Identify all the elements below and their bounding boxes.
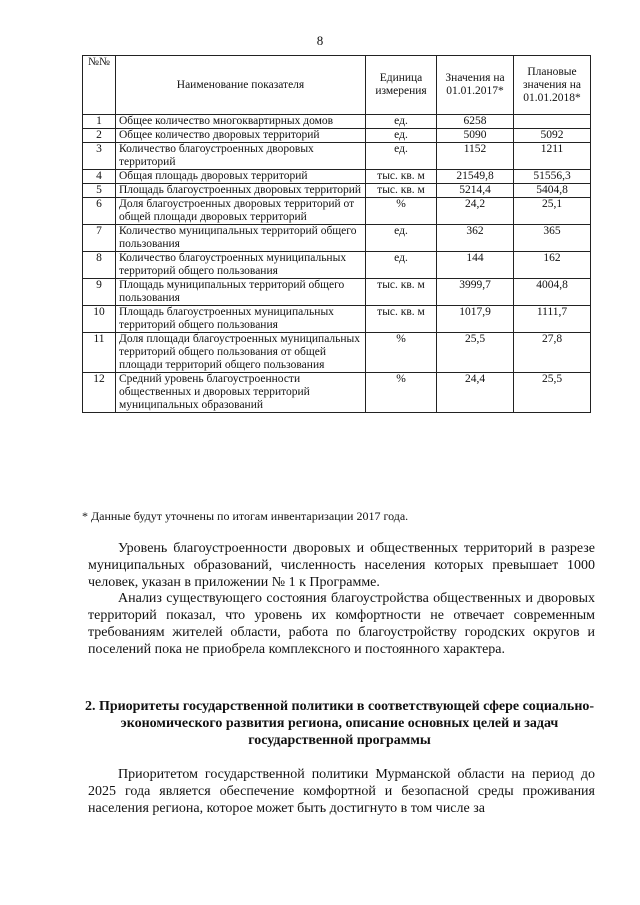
cell-num: 9 xyxy=(83,279,116,306)
cell-value-2018: 162 xyxy=(514,252,591,279)
table-row xyxy=(83,225,591,252)
cell-unit: тыс. кв. м xyxy=(366,279,437,306)
paragraph-priorities: Приоритетом государственной политики Мурманской области на период до 2025 года является обеспечение комфортной и безопасной среды проживания населения региона, которое может быть достигнуто в том числе за xyxy=(88,767,595,816)
table-row xyxy=(83,115,591,129)
cell-unit: ед. xyxy=(366,129,437,143)
cell-num: 3 xyxy=(83,143,116,170)
cell-name: Доля площади благоустроенных муниципальных территорий общего пользования от общей площади территорий общего пользования xyxy=(116,333,366,373)
table-row xyxy=(83,143,591,170)
cell-value-2017: 5214,4 xyxy=(437,184,514,198)
cell-name: Площадь благоустроенных муниципальных территорий общего пользования xyxy=(116,306,366,333)
table-row xyxy=(83,333,591,373)
cell-name: Общая площадь дворовых территорий xyxy=(116,170,366,184)
cell-name: Доля благоустроенных дворовых территорий от общей площади дворовых территорий xyxy=(116,198,366,225)
page-number: 8 xyxy=(316,33,324,48)
cell-name: Площадь муниципальных территорий общего пользования xyxy=(116,279,366,306)
table-header-row xyxy=(83,56,591,115)
cell-name: Количество благоустроенных муниципальных территорий общего пользования xyxy=(116,252,366,279)
cell-value-2018: 5404,8 xyxy=(514,184,591,198)
cell-num: 7 xyxy=(83,225,116,252)
table-row xyxy=(83,198,591,225)
cell-value-2017: 25,5 xyxy=(437,333,514,373)
table-body xyxy=(83,115,591,413)
cell-unit: ед. xyxy=(366,225,437,252)
cell-value-2017: 6258 xyxy=(437,115,514,129)
header-value-2017: Значения на 01.01.2017* xyxy=(437,56,514,115)
cell-unit: тыс. кв. м xyxy=(366,170,437,184)
cell-value-2018: 5092 xyxy=(514,129,591,143)
cell-value-2017: 24,4 xyxy=(437,373,514,413)
table-row xyxy=(83,170,591,184)
header-unit: Единица измерения xyxy=(366,56,437,115)
cell-value-2018: 51556,3 xyxy=(514,170,591,184)
indicators-table xyxy=(82,55,591,413)
header-name: Наименование показателя xyxy=(116,56,366,115)
cell-name: Общее количество многоквартирных домов xyxy=(116,115,366,129)
cell-num: 5 xyxy=(83,184,116,198)
table-row xyxy=(83,279,591,306)
cell-value-2018: 4004,8 xyxy=(514,279,591,306)
cell-unit: % xyxy=(366,198,437,225)
cell-num: 1 xyxy=(83,115,116,129)
cell-num: 6 xyxy=(83,198,116,225)
section-heading: 2. Приоритеты государственной политики в соответствующей сфере социально-экономического развития региона, описание основных целей и задач государственной программы xyxy=(84,699,595,748)
cell-num: 11 xyxy=(83,333,116,373)
cell-unit: тыс. кв. м xyxy=(366,306,437,333)
cell-name: Количество благоустроенных дворовых территорий xyxy=(116,143,366,170)
paragraph-improvement-level: Уровень благоустроенности дворовых и общественных территорий в разрезе муниципальных образований, численность населения которых превышает 1000 человек, указан в приложении № 1 к Программе. xyxy=(88,541,595,590)
table-row xyxy=(83,184,591,198)
cell-num: 10 xyxy=(83,306,116,333)
cell-value-2017: 5090 xyxy=(437,129,514,143)
cell-name: Общее количество дворовых территорий xyxy=(116,129,366,143)
cell-num: 4 xyxy=(83,170,116,184)
cell-name: Средний уровень благоустроенности общественных и дворовых территорий муниципальных образований xyxy=(116,373,366,413)
cell-name: Площадь благоустроенных дворовых территорий xyxy=(116,184,366,198)
cell-value-2017: 3999,7 xyxy=(437,279,514,306)
cell-value-2018 xyxy=(514,115,591,129)
cell-value-2018: 25,1 xyxy=(514,198,591,225)
cell-num: 2 xyxy=(83,129,116,143)
cell-value-2017: 144 xyxy=(437,252,514,279)
cell-value-2018: 25,5 xyxy=(514,373,591,413)
cell-value-2018: 1111,7 xyxy=(514,306,591,333)
table-row xyxy=(83,306,591,333)
cell-value-2017: 362 xyxy=(437,225,514,252)
cell-unit: % xyxy=(366,373,437,413)
table-footnote: * Данные будут уточнены по итогам инвентаризации 2017 года. xyxy=(82,509,409,523)
cell-unit: тыс. кв. м xyxy=(366,184,437,198)
cell-unit: ед. xyxy=(366,252,437,279)
cell-value-2017: 1017,9 xyxy=(437,306,514,333)
cell-unit: ед. xyxy=(366,143,437,170)
table-row xyxy=(83,373,591,413)
cell-value-2018: 365 xyxy=(514,225,591,252)
cell-value-2017: 24,2 xyxy=(437,198,514,225)
cell-value-2017: 1152 xyxy=(437,143,514,170)
cell-value-2017: 21549,8 xyxy=(437,170,514,184)
cell-num: 8 xyxy=(83,252,116,279)
header-value-2018: Плановые значения на 01.01.2018* xyxy=(514,56,591,115)
cell-unit: ед. xyxy=(366,115,437,129)
cell-value-2018: 27,8 xyxy=(514,333,591,373)
cell-name: Количество муниципальных территорий общего пользования xyxy=(116,225,366,252)
header-num: №№ xyxy=(83,56,116,115)
cell-value-2018: 1211 xyxy=(514,143,591,170)
cell-unit: % xyxy=(366,333,437,373)
paragraph-analysis: Анализ существующего состояния благоустройства общественных и дворовых территорий показал, что уровень их комфортности не отвечает современным требованиям жителей области, работа по благоустройству городских округов и поселений пока не приобрела комплексного и постоянного характера. xyxy=(88,591,595,657)
cell-num: 12 xyxy=(83,373,116,413)
table-row xyxy=(83,129,591,143)
table-row xyxy=(83,252,591,279)
